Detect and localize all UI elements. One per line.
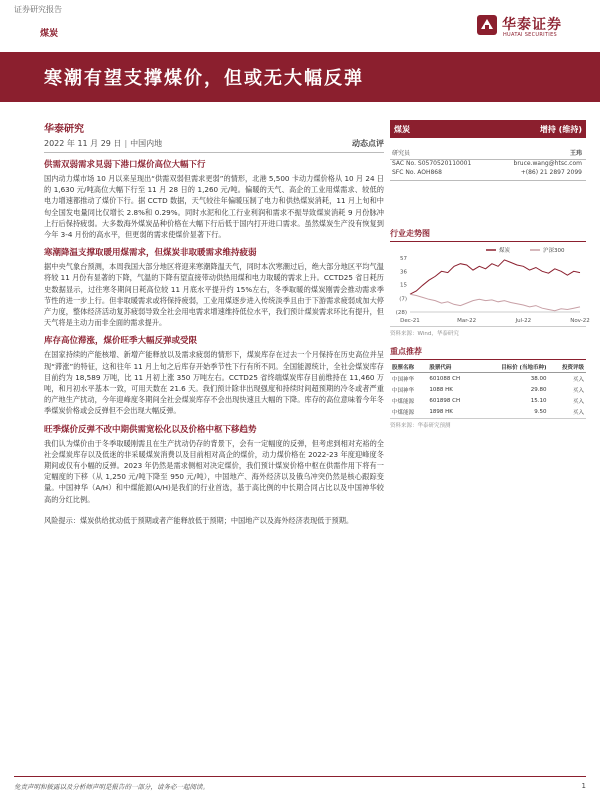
report-title: 寒潮有望支撑煤价，但或无大幅反弹 <box>44 68 364 89</box>
sector-label: 煤炭 <box>40 29 59 39</box>
y-tick-label: 15 <box>400 282 407 289</box>
section-paragraph: 据中央气象台预测，本周我国大部分地区将迎来寒潮降温天气，同时本次寒潮过后，绝大部分地区平均气温将较 11 月份有显著的下降，气温的下降有望直接带动供热用煤和电力取暖的需求上升。CCTD25 省日耗历史数据显示，过往寒冬期间日耗高位较 11 月底水平提升约 15%左右，冬季取暖的煤炭刚需会推动需求季节性的进一步上行。但非取暖需求或将保持疲弱，工业用煤逐步进入传统淡季且由于下游需求疲弱成加大停产力度，整体经济活动复苏疲弱导致全社会用电需求增速维持低位水平，我们预计煤炭需求环比有提升，但天气将是主动力而非全面的需求提升。 <box>44 262 384 328</box>
recommend-source: 资料来源：华泰研究预测 <box>390 418 586 429</box>
stock-name: 中国神华 <box>392 376 415 383</box>
stock-rating: 买入 <box>572 398 584 405</box>
col-header: 投资评级 <box>549 362 586 373</box>
title-band <box>0 52 600 102</box>
meta-separator: | <box>124 139 128 148</box>
y-tick-label: 36 <box>400 269 407 276</box>
stock-name: 中国神华 <box>392 387 415 394</box>
legend-label: 沪深300 <box>543 248 565 254</box>
trend-chart-title: 行业走势图 <box>390 228 586 242</box>
series-line-1 <box>410 294 580 311</box>
y-tick-label: 57 <box>400 256 407 262</box>
target-price: 38.00 <box>530 375 547 382</box>
target-price: 9.50 <box>534 408 547 415</box>
analyst-sac: SAC No. S0570520110001 <box>392 160 472 167</box>
stock-code: 1898 HK <box>429 408 453 415</box>
sector-rating: 增持 (维持) <box>539 125 582 134</box>
stock-rating: 买入 <box>572 376 584 383</box>
rating-band <box>390 120 586 138</box>
table-row <box>390 384 586 395</box>
trend-chart-svg <box>390 244 590 324</box>
section-heading: 库存高位滞涨，煤价旺季大幅反弹或受限 <box>44 336 198 347</box>
brand-logo <box>476 14 586 40</box>
sidebar-sector: 煤炭 <box>394 125 410 134</box>
analyst-name: 王玮 <box>569 150 582 157</box>
stock-rating: 买入 <box>572 387 584 394</box>
x-tick-label: Dec-21 <box>400 318 420 324</box>
recommend-table <box>390 362 586 417</box>
legend-label: 煤炭 <box>499 248 511 254</box>
doc-type-label: 证券研究报告 <box>14 5 62 14</box>
y-tick-label: (28) <box>395 310 407 316</box>
target-price: 29.80 <box>530 386 547 393</box>
top-header <box>0 0 600 50</box>
recommend-title: 重点推荐 <box>390 346 586 360</box>
target-price: 15.10 <box>530 397 547 404</box>
analyst-block <box>390 148 586 181</box>
report-body <box>44 160 384 526</box>
logo-text-cn: 华泰证券 <box>502 17 562 33</box>
stock-code: 601088 CH <box>429 375 461 382</box>
org-name: 华泰研究 <box>44 124 84 135</box>
col-header: 股票代码 <box>427 362 477 373</box>
analyst-email[interactable]: bruce.wang@htsc.com <box>513 160 582 167</box>
section-paragraph: 在国家持续的产能核增、新增产能释放以及需求疲弱的情形下，煤炭库存在过去一个月保持在历史高位并呈现“滞涨”的特征，这和往年 11 月上旬之后库存开始季节性下行有所不同。全国能源统计，全社会煤炭库存目前约为 18,589 万吨，比 11 月初上涨 350 万吨左右。CCTD25 省终端煤炭库存目前维持在 11,460 万吨，和月初水平基本一致，可用天数在 21.6 天。我们预计除非出现强度和持续时间超预期的冷冬或者严重的产地生产扰动，今年迎峰度冬期间全社会煤炭库存不会出现快速且大幅的下降。库存的高位意味着今年冬季煤炭价格或会反弹但不会出现大幅反弹。 <box>44 350 384 416</box>
section-heading: 旺季煤价反弹不改中期供需宽松化以及价格中枢下移趋势 <box>44 424 257 435</box>
report-region: 中国内地 <box>130 139 163 148</box>
stock-code: 1088 HK <box>429 386 453 393</box>
section-heading: 供需双弱需求見弱下港口煤价高位大幅下行 <box>44 160 206 170</box>
footer-divider <box>14 776 586 777</box>
analyst-phone: +(86) 21 2897 2099 <box>520 169 582 176</box>
col-header: 目标价 (当地币种) <box>477 362 548 373</box>
logo-icon <box>476 14 498 36</box>
y-tick-label: (7) <box>399 296 407 303</box>
report-type: 动态点评 <box>352 139 384 148</box>
analyst-role: 研究员 <box>392 150 411 157</box>
table-row <box>390 395 586 406</box>
series-line-0 <box>410 260 580 294</box>
meta-row <box>44 138 384 153</box>
section-heading: 寒潮降温支撑取暖用煤需求，但煤炭非取暖需求维持疲弱 <box>44 248 257 259</box>
section-paragraph: 我们认为煤价由于冬季取暖刚需且在生产扰动仍存的背景下，会有一定幅度的反弹，但考虑到相对充裕的全社会煤炭库存以及低迷的非采暖煤炭消费以及目前相对高企的煤价，动力煤价格在 2022-23 年度迎峰度冬期间或仅有小幅的反弹。2023 年仍然是需求侧相对决定煤价，我们预计煤炭价格中枢在供需作用下将有一定幅度的下移（从 1,250 元/吨下降至 950 元/吨），中国地产、海外经济以及俄乌冲突仍然是核心跟踪变量。中国神华（A/H）和中煤能源(A/H)是我们的行业首选，基于高比例的中长期合同占比以及中国神华较高的分红比例。 <box>44 438 384 504</box>
col-header: 股票名称 <box>390 362 427 373</box>
x-tick-label: Nov-22 <box>570 318 590 324</box>
table-row <box>390 373 586 385</box>
stock-rating: 买入 <box>572 409 584 416</box>
x-tick-label: Jul-22 <box>515 318 532 324</box>
x-tick-label: Mar-22 <box>457 318 477 324</box>
footer-disclaimer: 免责声明和披露以及分析师声明是报告的一部分，请务必一起阅读。 <box>14 783 209 791</box>
table-header-row <box>390 362 586 373</box>
report-date: 2022 年 11 月 29 日 <box>44 139 122 148</box>
stock-code: 601898 CH <box>429 397 461 404</box>
section-paragraph: 国内动力煤市场 10 月以来呈现出“供需双弱但需求更弱”的情形，北港 5,500 卡动力煤价格从 10 月 24 日的 1,630 元/吨高位大幅下行至 11 月 28 日的 1,260 元/吨。偏暖的天气、高企的工业用煤需求、较低的电力增速都推动了煤价下行。据 CCTD 数据，天气较往年偏暖压制了电力和供热煤炭消耗，11 月上旬和中旬全国发电量同比仅增长 2.8%和 0.29%。同时水泥和化工行业利润和需求不振导致煤炭消耗 9 月份脉冲上行后保持疲弱。大多数海外煤炭品种价格在大幅下行后低于国内打开进口需求。虽然煤炭生产没有恢复到今年 3-4 月份的高水平，但更弱的需求使煤价显著下行。 <box>44 174 384 240</box>
chart-source: 资料来源：Wind，华泰研究 <box>390 326 586 337</box>
table-row <box>390 406 586 417</box>
stock-name: 中煤能源 <box>392 398 415 405</box>
risk-warning: 风险提示：煤炭供给扰动低于预期或者产能释放低于预期；中国地产以及海外经济表现低于预期。 <box>44 515 354 525</box>
page-number: 1 <box>581 782 586 790</box>
logo-text-en: HUATAI SECURITIES <box>503 32 557 38</box>
stock-name: 中煤能源 <box>392 409 415 416</box>
analyst-sfc: SFC No. AOH868 <box>392 169 442 176</box>
